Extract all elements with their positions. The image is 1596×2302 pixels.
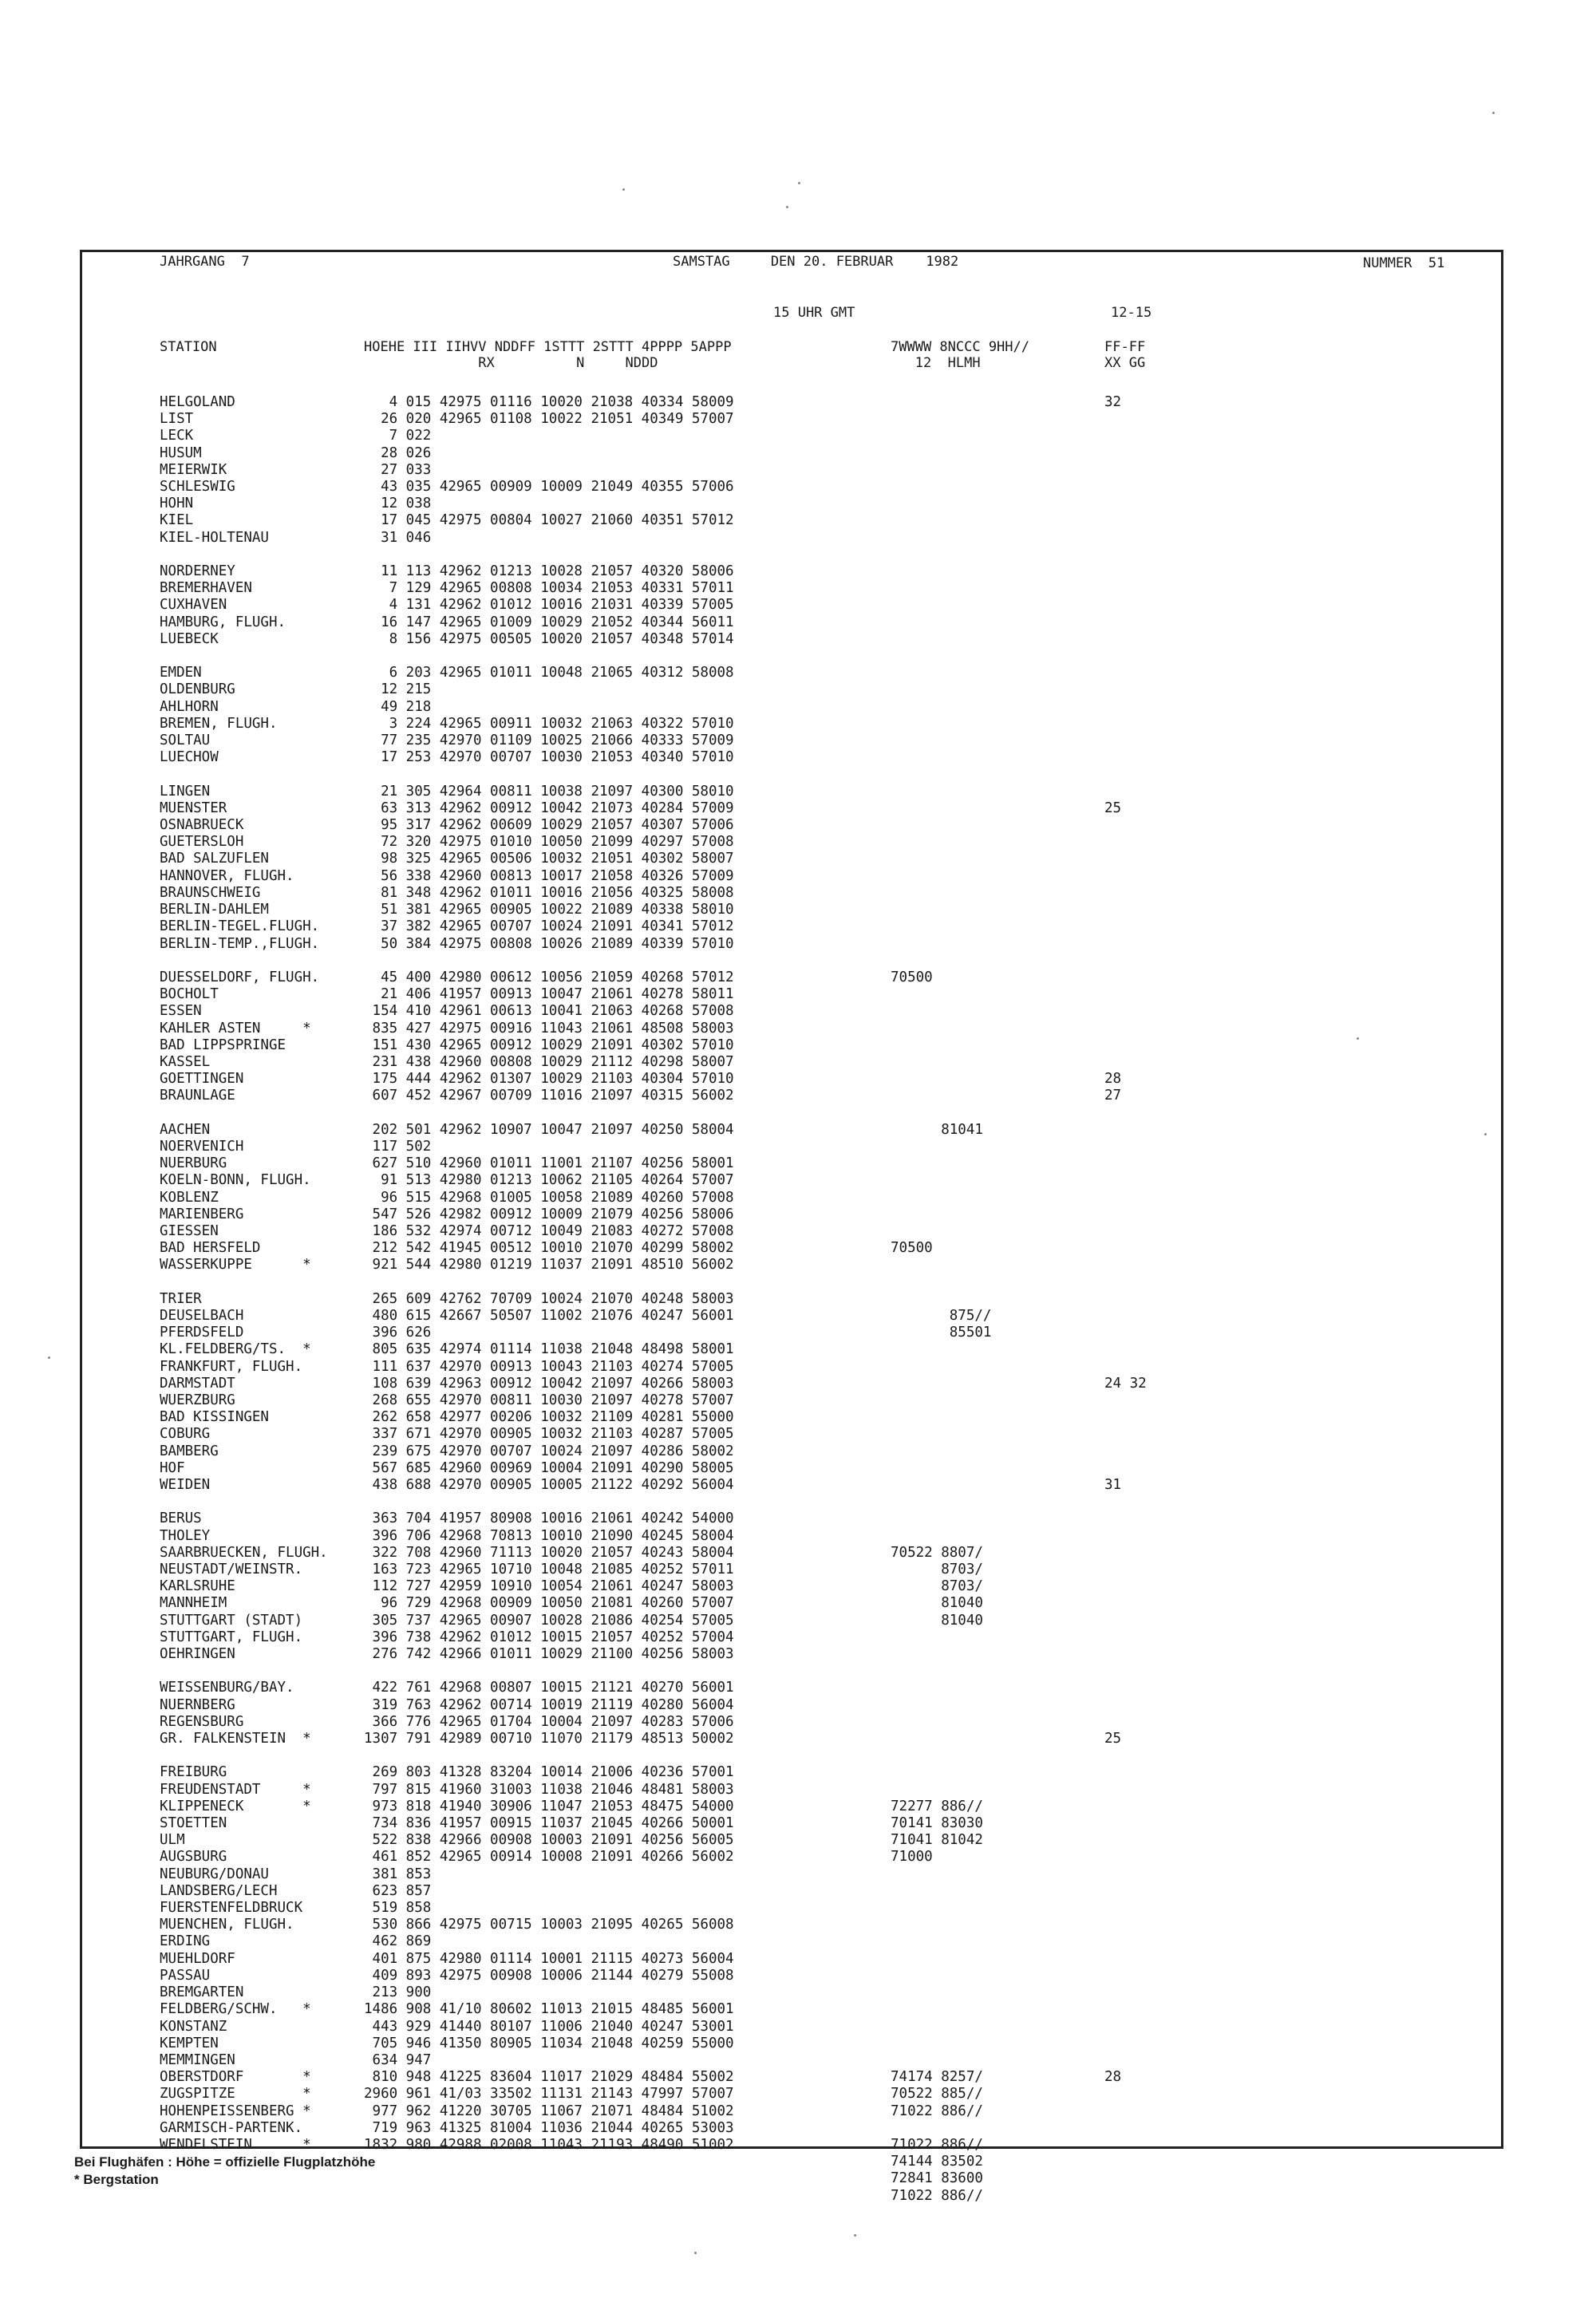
extra2-header-line-2: XX GG: [1104, 355, 1146, 371]
speck: [854, 2234, 856, 2237]
station-column-header: STATION: [160, 339, 217, 355]
gust-column: 32 25 28 27 24 32 31 25 28: [1104, 394, 1147, 2086]
extra1-column-header: [891, 339, 1029, 371]
footnote-mountain-station: * Bergstation: [74, 2172, 159, 2187]
data-header-line-2: RX N NDDD: [364, 355, 658, 371]
speck: [48, 1356, 50, 1359]
data-column-header: [364, 339, 732, 371]
extra-groups-column: 70500 81041 70500 875// 85501 70522 8807/ 8703/ 8703/ 81040 81040 72277 886// 70141 83030 71041 81042 71000 74174 8257/ 70522 885// 71022 886// 71022 886// 74144 83502 72841 83600 71022 886//: [891, 969, 992, 2204]
jahrgang-label: JAHRGANG 7: [160, 254, 250, 270]
extra2-header-line-1: FF-FF: [1104, 339, 1146, 355]
speck: [694, 2252, 697, 2254]
time-label: 15 UHR GMT: [773, 305, 855, 321]
footnote-airports: Bei Flughäfen : Höhe = offizielle Flugplatzhöhe: [74, 2154, 376, 2170]
issue-number: NUMMER 51: [1363, 255, 1445, 271]
speck: [798, 182, 800, 184]
extra1-header-line-2: 12 HLMH: [891, 355, 981, 371]
speck: [786, 206, 788, 208]
speck: [1357, 1037, 1359, 1040]
extra1-header-line-1: 7WWWW 8NCCC 9HH//: [891, 339, 1029, 355]
synop-data-column: 4 015 42975 01116 10020 21038 40334 58009 26 020 42965 01108 10022 21051 40349 57007 7 022 28 026 27 033 43 035 42965 00909 10009 21049 40355 57006 12 038 17 045 42975 00804 10027 21060 40351 57012 31 046 11 113 42962 01213 10028 21057 40320 58006 7 129 42965 00808 10034 21053 40331 57011 4 131 42962 01012 10016 21031 40339 57005 16 147 42965 01009 10029 21052 40344 56011 8 156 42975 00505 10020 21057 40348 57014 6 203 42965 01011 10048 21065 40312 58008 12 215 49 218 3 224 42965 00911 10032 21063 40322 57010 77 235 42970 01109 10025 21066 40333 57009 17 253 42970 00707 10030 21053 40340 57010 21 305 42964 00811 10038 21097 40300 58010 63 313 42962 00912 10042 21073 40284 57009 95 317 42962 00609 10029 21057 40307 57006 72 320 42975 01010 10050 21099 40297 57008 98 325 42965 00506 10032 21051 40302 58007 56 338 42960 00813 10017 21058 40326 57009 81 348 42962 01011 10016 21056 40325 58008 51 381 42965 00905 10022 21089 40338 58010 37 382 42965 00707 10024 21091 40341 57012 50 384 42975 00808 10026 21089 40339 57010 45 400 42980 00612 10056 21059 40268 57012 21 406 41957 00913 10047 21061 40278 58011 154 410 42961 00613 10041 21063 40268 57008 835 427 42975 00916 11043 21061 48508 58003 151 430 42965 00912 10029 21091 40302 57010 231 438 42960 00808 10029 21112 40298 58007 175 444 42962 01307 10029 21103 40304 57010 607 452 42967 00709 11016 21097 40315 56002 202 501 42962 10907 10047 21097 40250 58004 117 502 627 510 42960 01011 11001 21107 40256 58001 91 513 42980 01213 10062 21105 40264 57007 96 515 42968 01005 10058 21089 40260 57008 547 526 42982 00912 10009 21079 40256 58006 186 532 42974 00712 10049 21083 40272 57008 212 542 41945 00512 10010 21070 40299 58002 921 544 42980 01219 11037 21091 48510 56002 265 609 42762 70709 10024 21070 40248 58003 480 615 42667 50507 11002 21076 40247 56001 396 626 805 635 42974 01114 11038 21048 48498 58001 111 637 42970 00913 10043 21103 40274 57005 108 639 42963 00912 10042 21097 40266 58003 268 655 42970 00811 10030 21097 40278 57007 262 658 42977 00206 10032 21109 40281 55000 337 671 42970 00905 10032 21103 40287 57005 239 675 42970 00707 10024 21097 40286 58002 567 685 42960 00969 10004 21091 40290 58005 438 688 42970 00905 10005 21122 40292 56004 363 704 41957 80908 10016 21061 40242 54000 396 706 42968 70813 10010 21090 40245 58004 322 708 42960 71113 10020 21057 40243 58004 163 723 42965 10710 10048 21085 40252 57011 112 727 42959 10910 10054 21061 40247 58003 96 729 42968 00909 10050 21081 40260 57007 305 737 42965 00907 10028 21086 40254 57005 396 738 42962 01012 10015 21057 40252 57004 276 742 42966 01011 10029 21100 40256 58003 422 761 42968 00807 10015 21121 40270 56001 319 763 42962 00714 10019 21119 40280 56004 366 776 42965 01704 10004 21097 40283 57006 1307 791 42989 00710 11070 21179 48513 50002 269 803 41328 83204 10014 21006 40236 57001 797 815 41960 31003 11038 21046 48481 58003 973 818 41940 30906 11047 21053 48475 54000 734 836 41957 00915 11037 21045 40266 50001 522 838 42966 00908 10003 21091 40256 56005 461 852 42965 00914 10008 21091 40266 56002 381 853 623 857 519 858 530 866 42975 00715 10003 21095 40265 56008 462 869 401 875 42980 01114 10001 21115 40273 56004 409 893 42975 00908 10006 21144 40279 55008 213 900 1486 908 41/10 80602 11013 21015 48485 56001 443 929 41440 80107 11006 21040 40247 53001 705 946 41350 80905 11034 21048 40259 55000 634 947 810 948 41225 83604 11017 21029 48484 55002 2960 961 41/03 33502 11131 21143 47997 57007 977 962 41220 30705 11067 21071 48484 51002 719 963 41325 81004 11036 21044 40265 53003 1832 980 42988 02008 11043 21193 48490 51002: [364, 394, 734, 2153]
speck: [1492, 112, 1495, 114]
data-header-line-1: HOEHE III IIHVV NDDFF 1STTT 2STTT 4PPPP 5APPP: [364, 339, 732, 355]
station-names-column: HELGOLAND LIST LECK HUSUM MEIERWIK SCHLESWIG HOHN KIEL KIEL-HOLTENAU NORDERNEY BREMERHAVEN CUXHAVEN HAMBURG, FLUGH. LUEBECK EMDEN OLDENBURG AHLHORN BREMEN, FLUGH. SOLTAU LUECHOW LINGEN MUENSTER OSNABRUECK GUETERSLOH BAD SALZUFLEN HANNOVER, FLUGH. BRAUNSCHWEIG BERLIN-DAHLEM BERLIN-TEGEL.FLUGH. BERLIN-TEMP.,FLUGH. DUESSELDORF, FLUGH. BOCHOLT ESSEN KAHLER ASTEN * BAD LIPPSPRINGE KASSEL GOETTINGEN BRAUNLAGE AACHEN NOERVENICH NUERBURG KOELN-BONN, FLUGH. KOBLENZ MARIENBERG GIESSEN BAD HERSFELD WASSERKUPPE * TRIER DEUSELBACH PFERDSFELD KL.FELDBERG/TS. * FRANKFURT, FLUGH. DARMSTADT WUERZBURG BAD KISSINGEN COBURG BAMBERG HOF WEIDEN BERUS THOLEY SAARBRUECKEN, FLUGH. NEUSTADT/WEINSTR. KARLSRUHE MANNHEIM STUTTGART (STADT) STUTTGART, FLUGH. OEHRINGEN WEISSENBURG/BAY. NUERNBERG REGENSBURG GR. FALKENSTEIN * FREIBURG FREUDENSTADT * KLIPPENECK * STOETTEN ULM AUGSBURG NEUBURG/DONAU LANDSBERG/LECH FUERSTENFELDBRUCK MUENCHEN, FLUGH. ERDING MUEHLDORF PASSAU BREMGARTEN FELDBERG/SCHW. * KONSTANZ KEMPTEN MEMMINGEN OBERSTDORF * ZUGSPITZE * HOHENPEISSENBERG * GARMISCH-PARTENK. WENDELSTEIN *: [160, 394, 328, 2153]
speck: [1484, 1133, 1487, 1135]
time-range: 12-15: [1111, 305, 1152, 321]
speck: [622, 188, 625, 191]
date-label: SAMSTAG DEN 20. FEBRUAR 1982: [673, 254, 959, 270]
extra2-column-header: [1104, 339, 1145, 371]
